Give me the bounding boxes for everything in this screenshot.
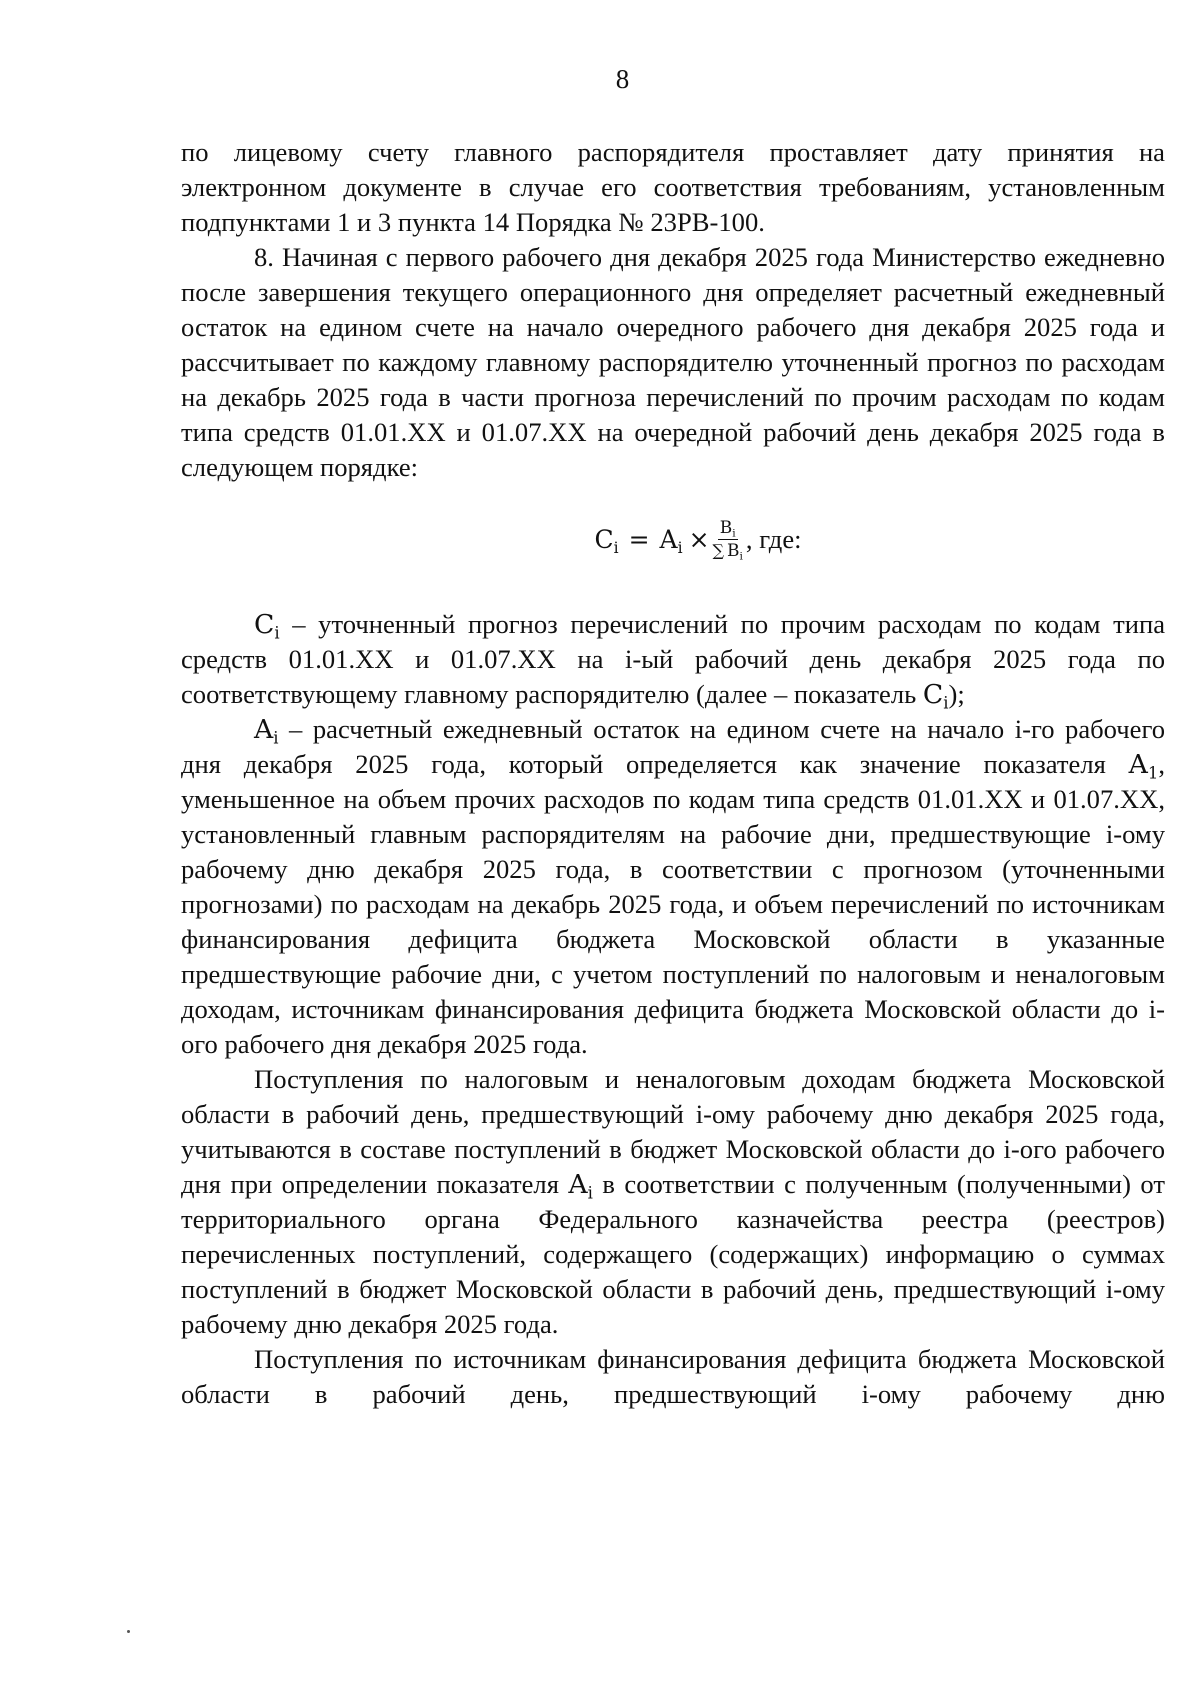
paragraph-item-8: 8. Начиная с первого рабочего дня декабря 2025 года Министерство ежедневно после завершения текущего операционного дня определяет расчетный ежедневный остаток на едином счете на начало очередного рабочего дня декабря 2025 года и рассчитывает по каждому главному распорядителю уточненный прогноз по расходам на декабрь 2025 года в части прогноза перечислений по прочим расходам по кодам типа средств 01.01.XX и 01.07.XX на очередной рабочий день декабря 2025 года в следующем порядке:: [181, 242, 1165, 482]
definition-c: $C_i$ – уточненный прогноз перечислений по прочим расходам по кодам типа средств 01.01.XX и 01.07.XX на i-ый рабочий день декабря 2025 года по соответствующему главному распорядителю (далее – показатель $C_i$);: [181, 609, 1165, 713]
document-body: [181, 135, 1165, 1412]
paragraph-tax-receipts: Поступления по налоговым и неналоговым доходам бюджета Московской области в рабочий день, предшествующий i-ому рабочему дню декабря 2025 года, учитываются в составе поступлений в бюджет Московской области до i-ого рабочего дня при определении показателя $A_i$ в соответствии с полученным (полученными) от территориального органа Федерального казначейства реестра (реестров) перечисленных поступлений, содержащего (содержащих) информацию о суммах поступлений в бюджет Московской области в рабочий день, предшествующий i-ому рабочему дню декабря 2025 года.: [181, 1064, 1165, 1339]
page-number: 8: [615, 64, 630, 94]
definition-a: $A_i$ – расчетный ежедневный остаток на едином счете на начало i-го рабочего дня декабря 2025 года, который определяется как значение показателя $A_1$, уменьшенное на объем прочих расходов по кодам типа средств 01.01.XX и 01.07.XX, установленный главным распорядителям на рабочие дни, предшествующие i-ому рабочему дню декабря 2025 года, в соответствии с прогнозом (уточненными прогнозами) по расходам на декабрь 2025 года, и объем перечислений по источникам финансирования дефицита бюджета Московской области в указанные предшествующие рабочие дни, с учетом поступлений по налоговым и неналоговым доходам, источникам финансирования дефицита бюджета Московской области до i-ого рабочего дня декабря 2025 года.: [181, 714, 1165, 1059]
symbol-a: $A_i$: [254, 714, 279, 748]
formula-lhs: $C_i$: [594, 524, 619, 557]
paragraph-financing-receipts: Поступления по источникам финансирования дефицита бюджета Московской области в рабочий день, предшествующий i-ому рабочему дню: [181, 1344, 1165, 1409]
formula-equals: =: [628, 524, 650, 554]
symbol-a1: $A_1$: [1128, 749, 1159, 783]
formula-numerator: $B_i$: [719, 517, 736, 539]
symbol-c: $C_i$: [254, 609, 280, 643]
formula-fraction: [713, 518, 743, 561]
symbol-ai: $A_i$: [568, 1169, 593, 1203]
formula-suffix: , где:: [745, 523, 802, 554]
symbol-c-ref: $C_i$: [922, 679, 949, 713]
formula-a: $A_i$: [659, 524, 683, 557]
scan-dot: [127, 1630, 130, 1633]
formula: [181, 501, 1165, 577]
formula-denominator: ∑ $B_i$: [712, 540, 743, 562]
paragraph-continuation: по лицевому счету главного распорядителя проставляет дату принятия на электронном документе в случае его соответствия требованиям, установленным подпунктами 1 и 3 пункта 14 Порядка № 23РВ-100.: [181, 137, 1165, 237]
formula-times: ×: [688, 524, 710, 554]
